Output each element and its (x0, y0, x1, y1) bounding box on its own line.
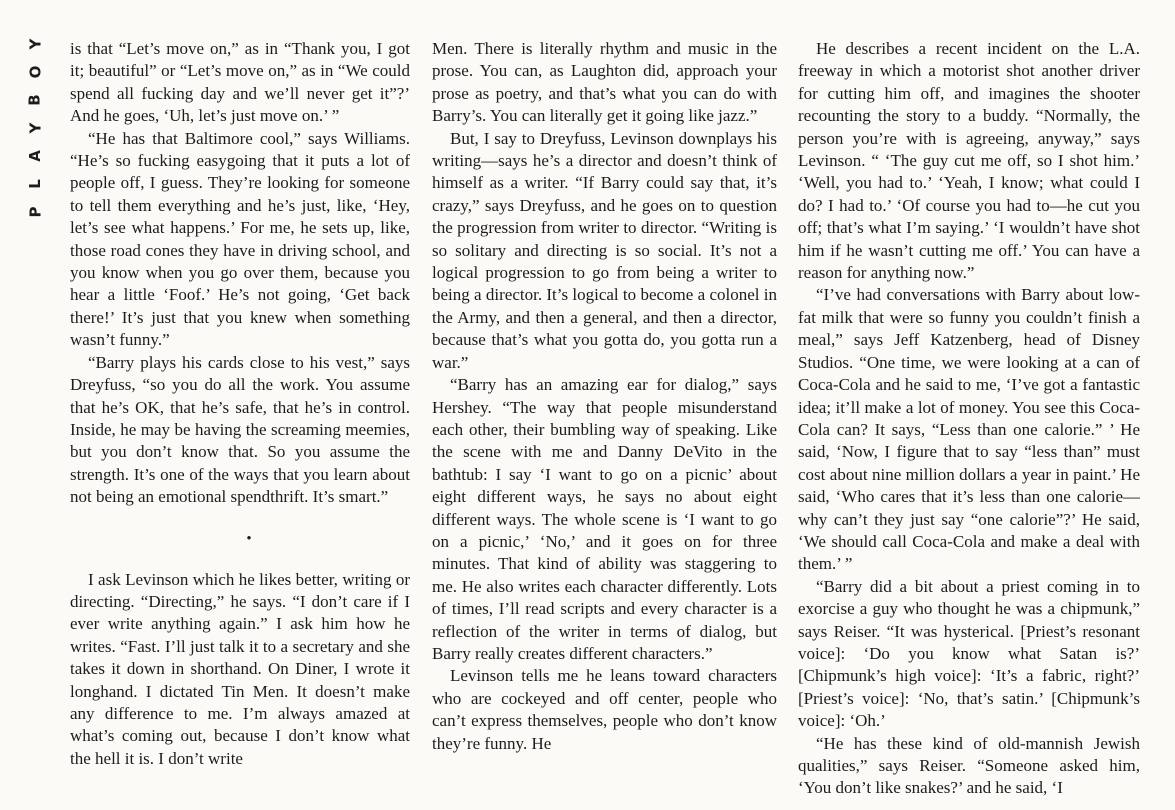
sidebar-letter: L (26, 179, 44, 189)
magazine-name-vertical (20, 36, 50, 220)
article-column-2 (432, 38, 777, 810)
paragraph: “Barry plays his cards close to his vest,” says Dreyfuss, “so you do all the work. You assume that he’s OK, that he’s safe, that he’s in control. Inside, he may be having the screaming meemies, but you don’t know that. So you assume the strength. It’s one of the ways that you learn about not being an emotional spendthrift. It’s smart.” (70, 352, 410, 507)
paragraph: But, I say to Dreyfuss, Levinson downplays his writing—says he’s a director and doesn’t think of himself as a writer. “If Barry could say that, it’s crazy,” says Dreyfuss, and he goes on to question the progression from writer to director. “Writing is so solitary and directing is so social. It’s not a logical progression to go from being a writer to being a director. It’s logical to become a colonel in the Army, and then a general, and then a director, because that’s what you gotta do, you gotta run a war.” (432, 128, 777, 372)
paragraph: is that “Let’s move on,” as in “Thank you, I got it; beautiful” or “Let’s move on,” as in “We could spend all fucking day and we’ll never get it”?’ And he goes, ‘Uh, let’s just move on.’ ” (70, 39, 410, 126)
paragraph: Levinson tells me he leans toward characters who are cockeyed and off center, people who can’t express themselves, people who don’t know they’re funny. He (432, 666, 777, 753)
paragraph: “He has that Baltimore cool,” says Williams. “He’s so fucking easygoing that it puts a lot of people off, I guess. They’re looking for someone to tell them everything and he’s just, like, ‘Hey, let’s see what happens.’ For me, he sets up, like, those road cones they have in driving school, and you know when you go over them, because you hear a little ‘Foof.’ He’s not going, ‘Get back there!’ It’s just that you knew when something wasn’t funny.” (70, 128, 410, 350)
article-column-1 (70, 38, 410, 810)
sidebar-letter: A (25, 150, 44, 162)
sidebar-letter: Y (26, 38, 44, 50)
sidebar-letter: B (26, 94, 44, 106)
sidebar-letter: O (25, 65, 44, 79)
article-column-3 (798, 38, 1140, 810)
sidebar-letter: Y (26, 122, 44, 134)
paragraph: He describes a recent incident on the L.A. freeway in which a motorist shot another driver for cutting him off, and imagines the shooter recounting the story to a buddy. “Normally, the person you’re with is agreeing, anyway,” says Levinson. “ ‘The guy cut me off, so I shot him.’ ‘Well, you had to.’ ‘Yeah, I know; what could I do? I had to.’ ‘Of course you had to—he cut you off; that’s what I’m saying.’ ‘I wouldn’t have shot him if he wasn’t cutting me off.’ You can have a reason for anything now.” (798, 39, 1140, 283)
sidebar-letter: P (26, 206, 44, 218)
paragraph: “Barry has an amazing ear for dialog,” says Hershey. “The way that people misunderstand each other, their bumbling way of speaking. Like the scene with me and Danny DeVito in the bathtub: I say ‘I want to go on a picnic’ about eight different ways, he says no about eight different ways. The whole scene is ‘I want to go on a picnic,’ ‘No,’ and it goes on for three minutes. That kind of ability was staggering to me. He also writes each character differently. Lots of times, I’ll read scripts and every character is a reflection of the writer in terms of dialog, but Barry really creates different characters.” (432, 375, 777, 663)
paragraph: Men. There is literally rhythm and music in the prose. You can, as Laughton did, approach your prose as poetry, and that’s what you can do with Barry’s. You can literally get it going like jazz.” (432, 39, 777, 126)
paragraph: “Barry did a bit about a priest coming in to exorcise a guy who thought he was a chipmunk,” says Reiser. “It was hysterical. [Priest’s resonant voice]: ‘Do you know what Satan is?’ [Chipmunk’s high voice]: ‘It’s a fabric, right?’ [Priest’s voice]: ‘No, that’s satin.’ [Chipmunk’s voice]: ‘Oh.’ (798, 576, 1140, 731)
paragraph: “He has these kind of old-mannish Jewish qualities,” says Reiser. “Someone asked him, ‘You don’t like snakes?’ and he said, ‘I (798, 733, 1140, 798)
paragraph: “I’ve had conversations with Barry about low-fat milk that were so funny you couldn’t finish a meal,” says Jeff Katzenberg, head of Disney Studios. “One time, we were looking at a can of Coca-Cola and he said to me, ‘I’ve got a fantastic idea; it’ll make a lot of money. You see this Coca-Cola can? It says, “Less than one calorie.” ’ He said, ‘Now, I figure that to say “less than” must cost about nine million dollars a year in paint.’ He said, ‘Who cares that it’s less than one calorie—why can’t they just say “one calorie”?’ He said, ‘We should call Coca-Cola and make a deal with them.’ ” (798, 285, 1140, 574)
paragraph: I ask Levinson which he likes better, writing or directing. “Directing,” he says. “I don’t care if I ever write anything again.” I ask him how he writes. “Fast. I’ll just talk it to a secretary and she takes it down in shorthand. On Diner, I wrote it longhand. I dictated Tin Men. It doesn’t make any difference to me. I’m always amazed at what’s coming out, because I don’t know what the hell it is. I don’t write (70, 569, 410, 768)
section-separator: • (246, 530, 252, 547)
